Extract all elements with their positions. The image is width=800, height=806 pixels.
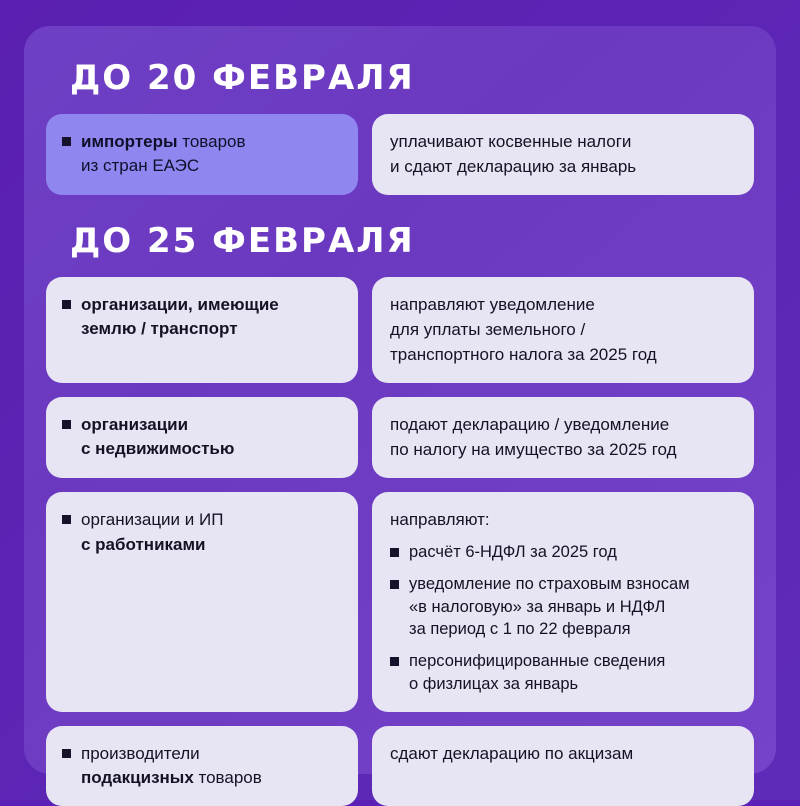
list-item <box>390 650 736 696</box>
what-employers-lead: направляют: <box>390 510 490 530</box>
who-land-transport-text <box>81 293 279 341</box>
square-bullet-icon <box>62 749 71 758</box>
who-importers[interactable] <box>46 114 358 195</box>
list-item <box>390 573 736 641</box>
who-employers-text <box>81 508 223 556</box>
what-land-transport-line-2: для уплаты земельного / <box>390 319 586 339</box>
what-importers-line-2: и сдают декларацию за январь <box>390 156 637 176</box>
who-importers-text <box>81 130 246 178</box>
sub-item-3-line-2: о физлицах за январь <box>409 674 579 693</box>
who-employers-rest: организации и ИП <box>81 510 224 530</box>
square-bullet-icon <box>62 137 71 146</box>
square-bullet-icon <box>390 580 399 589</box>
row-excise <box>46 726 754 806</box>
square-bullet-icon <box>62 515 71 524</box>
who-employers-line2: с работниками <box>81 534 206 554</box>
who-excise[interactable] <box>46 726 358 806</box>
who-importers-strong: импортеры <box>81 132 178 151</box>
who-land-transport-line2: землю / транспорт <box>81 319 238 339</box>
poster-card <box>24 26 776 787</box>
who-excise-line2-strong: подакцизных <box>81 767 194 787</box>
what-importers-line-1: уплачивают косвенные налоги <box>390 132 632 151</box>
sub-item-3 <box>409 650 665 696</box>
what-real-estate <box>372 397 754 478</box>
sub-item-2-line-1: уведомление по страховым взносам <box>409 574 690 593</box>
who-real-estate[interactable] <box>46 397 358 478</box>
square-bullet-icon <box>62 420 71 429</box>
what-real-estate-line-2: по налогу на имущество за 2025 год <box>390 439 677 459</box>
what-land-transport-line-3: транспортного налога за 2025 год <box>390 344 657 364</box>
who-excise-line2-rest: товаров <box>193 767 262 787</box>
square-bullet-icon <box>390 657 399 666</box>
who-excise-text <box>81 742 262 790</box>
who-land-transport-strong: организации, имеющие <box>81 295 279 315</box>
who-excise-rest: производители <box>81 743 200 763</box>
sub-item-2-line-2: «в налоговую» за январь и НДФЛ <box>409 597 666 616</box>
who-importers-line2: из стран ЕАЭС <box>81 156 200 176</box>
who-employers[interactable] <box>46 492 358 711</box>
sub-item-2-line-3: за период с 1 по 22 февраля <box>409 620 631 639</box>
what-land-transport-line-1: направляют уведомление <box>390 295 595 315</box>
sub-item-2 <box>409 573 690 641</box>
who-land-transport[interactable] <box>46 277 358 383</box>
row-importers <box>46 114 754 195</box>
square-bullet-icon <box>62 300 71 309</box>
employers-sub-list <box>390 541 736 696</box>
sub-item-3-line-1: персонифицированные сведения <box>409 652 666 671</box>
who-real-estate-strong: организации <box>81 415 189 435</box>
square-bullet-icon <box>390 548 399 557</box>
section-title-20: ДО 20 ФЕВРАЛЯ <box>70 58 415 98</box>
row-real-estate <box>46 397 754 478</box>
sub-item-1-line-1: расчёт 6-НДФЛ за 2025 год <box>409 543 617 562</box>
what-excise <box>372 726 754 806</box>
who-importers-rest: товаров <box>177 132 246 151</box>
what-employers <box>372 492 754 711</box>
list-item <box>390 541 736 564</box>
section-title-25: ДО 25 ФЕВРАЛЯ <box>70 221 415 262</box>
what-excise-line-1: сдают декларацию по акцизам <box>390 743 634 763</box>
row-employers <box>46 492 754 711</box>
section-deadline-25 <box>46 221 754 806</box>
what-land-transport <box>372 277 754 383</box>
row-land-transport <box>46 277 754 383</box>
section-deadline-20 <box>46 58 754 195</box>
what-real-estate-line-1: подают декларацию / уведомление <box>390 415 670 435</box>
what-importers <box>372 114 754 195</box>
who-real-estate-line2: с недвижимостью <box>81 439 235 459</box>
who-real-estate-text <box>81 413 234 461</box>
